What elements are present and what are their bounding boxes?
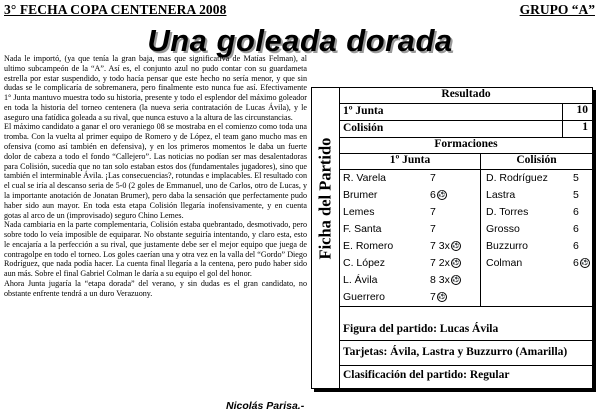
- match-sheet-sidebar: [312, 88, 340, 388]
- player-rating: 6 ⚽: [430, 189, 446, 201]
- soccer-ball-icon: ⚽: [581, 260, 589, 267]
- clasificacion-text: Clasificación del partido: Regular: [343, 369, 510, 381]
- player-name: Grosso: [486, 223, 520, 235]
- soccer-ball-icon: ⚽: [452, 260, 460, 267]
- player-rating: 7: [430, 206, 436, 218]
- player-name: Lemes: [343, 206, 375, 218]
- player-rating: 7 ⚽: [430, 291, 446, 303]
- team1-score: 10: [562, 104, 592, 120]
- result-row-team1: [340, 104, 592, 121]
- group-label: GRUPO “A”: [519, 2, 595, 17]
- player-rating: 6: [573, 240, 579, 252]
- player-rating: 5: [573, 189, 579, 201]
- clasificacion-row: [340, 366, 592, 387]
- team1-name: 1º Junta: [343, 105, 384, 117]
- player-name: E. Romero: [343, 240, 394, 252]
- player-name: Buzzurro: [486, 240, 529, 252]
- player-name: C. López: [343, 257, 386, 269]
- author-signature: Nicolás Parisa.-: [226, 400, 305, 412]
- player-rating: 7 3x ⚽: [430, 240, 460, 252]
- player-name: D. Torres: [486, 206, 529, 218]
- team2-score: 1: [562, 121, 592, 137]
- section-header: 3° FECHA COPA CENTENERA 2008: [4, 2, 227, 17]
- player-name: R. Varela: [343, 172, 386, 184]
- figura-text: Figura del partido: Lucas Ávila: [343, 323, 499, 335]
- resultado-title: Resultado: [441, 88, 491, 100]
- player-name: Guerrero: [343, 291, 386, 303]
- article-paragraph: El máximo candidato a ganar el oro veraniego 08 se mostraba en el comienzo como toda una tromba. Con la vuelta al primer equipo de Romero y de López, el team gano mucho mas en ofensiva (como así también en defensiva), y en los primeros momentos le daba un fuerte dolor de cabeza a todo el fondo “Callejero”. Las noticias no podían ser mas desalentadoras para Colisión, sucedía que no tan solo estaban estos dos (fundamentales jugadores), sino que también el interminable Ávila. ¡Las consecuencias?, rotundas e implacables. El resultado con el cual se iría al descanso seria de 5-0 (2 goles de Emmanuel, uno de Carlos, otro de Lucas, y la importante anotación de Jonatan Brumer), pero daba la sensación que perfectamente pudo haber sido aun mayor. En toda esta etapa Colisión llegaría inofensivamente, y en cuenta gotas al arco de un (improvisado) seguro Chino Lemes.: [4, 122, 307, 220]
- player-rating: 5: [573, 172, 579, 184]
- lineup-header-team2: Colisión: [481, 153, 592, 170]
- player-name: Lastra: [486, 189, 516, 201]
- match-sheet-title: Ficha del Partido: [315, 137, 335, 260]
- player-rating: 8 3x ⚽: [430, 274, 460, 286]
- resultado-header: [340, 88, 592, 104]
- soccer-ball-icon: ⚽: [438, 294, 446, 301]
- article-paragraph: Ahora Junta jugaría la “etapa dorada” del verano, y sin dudas es el gran candidato, no obstante enfrente tendrá a un duro Verazuony.: [4, 278, 307, 298]
- article-paragraph: Nada cambiaria en la parte complementaria, Colisión estaba quebrantado, desmotivado, pero sobre todo lo veía imposible de equiparar. No obstante seguiría intentando, y claro esta, esto le encajaría a la perfección a su rival, que justamente debe ser el mejor equipo que juega de contragolpe en todo el torneo. Los goles caerían una y otra vez en la valla del “Gordo” Diego Rodríguez, que nada podía hacer. La cuenta final llegaría a la centena, pero pudo haber sido aun más. Sobre el final Gabriel Colman le daría a su equipo el gol del honor.: [4, 220, 307, 279]
- lineups-table: [340, 153, 592, 307]
- player-rating: 7 2x ⚽: [430, 257, 460, 269]
- tarjetas-text: Tarjetas: Ávila, Lastra y Buzzurro (Amarilla): [343, 346, 568, 358]
- player-name: Brumer: [343, 189, 378, 201]
- formaciones-title: Formaciones: [434, 138, 498, 150]
- figura-row: [340, 320, 592, 341]
- match-sheet: [311, 87, 593, 389]
- result-row-team2: [340, 121, 592, 138]
- soccer-ball-icon: ⚽: [452, 277, 460, 284]
- formaciones-header: [340, 138, 592, 153]
- player-name: Colman: [486, 257, 523, 269]
- lineup-header-team1: 1º Junta: [340, 153, 481, 170]
- column-divider: [480, 168, 481, 306]
- player-rating: 7: [430, 223, 436, 235]
- tarjetas-row: [340, 341, 592, 366]
- article-body: [4, 54, 307, 299]
- player-rating: 7: [430, 172, 436, 184]
- soccer-ball-icon: ⚽: [438, 192, 446, 199]
- player-rating: 6 ⚽: [573, 257, 589, 269]
- player-rating: 6: [573, 223, 579, 235]
- player-name: D. Rodríguez: [486, 172, 548, 184]
- player-name: F. Santa: [343, 223, 382, 235]
- team2-name: Colisión: [343, 122, 384, 134]
- headline: Una goleada dorada: [147, 23, 453, 58]
- article-paragraph: Nada le importó, (ya que tenía la gran baja, mas que significativa de Matías Felman), al ultimo subcampeón de la “A”. Así es, el conjunto azul no pudo contar con su guardameta estrella por estar suspendido, y todo hacía pensar que este hecho no sería menor, y que sin dudas se le complicaría de sobremanera, pero finalmente esto nunca fue así. Efectivamente 1° Junta mantuvo muestra todo su historia, presente y todo el esplendor del máximo goleador en toda la historia del torneo centenera (la nueva seria contratación de Lucas Ávila), y le aseguro una fatídica goleada a su rival, que nunca estuvo a la altura de las circunstancias.: [4, 54, 307, 122]
- player-rating: 6: [573, 206, 579, 218]
- soccer-ball-icon: ⚽: [452, 243, 460, 250]
- player-name: L. Ávila: [343, 274, 378, 286]
